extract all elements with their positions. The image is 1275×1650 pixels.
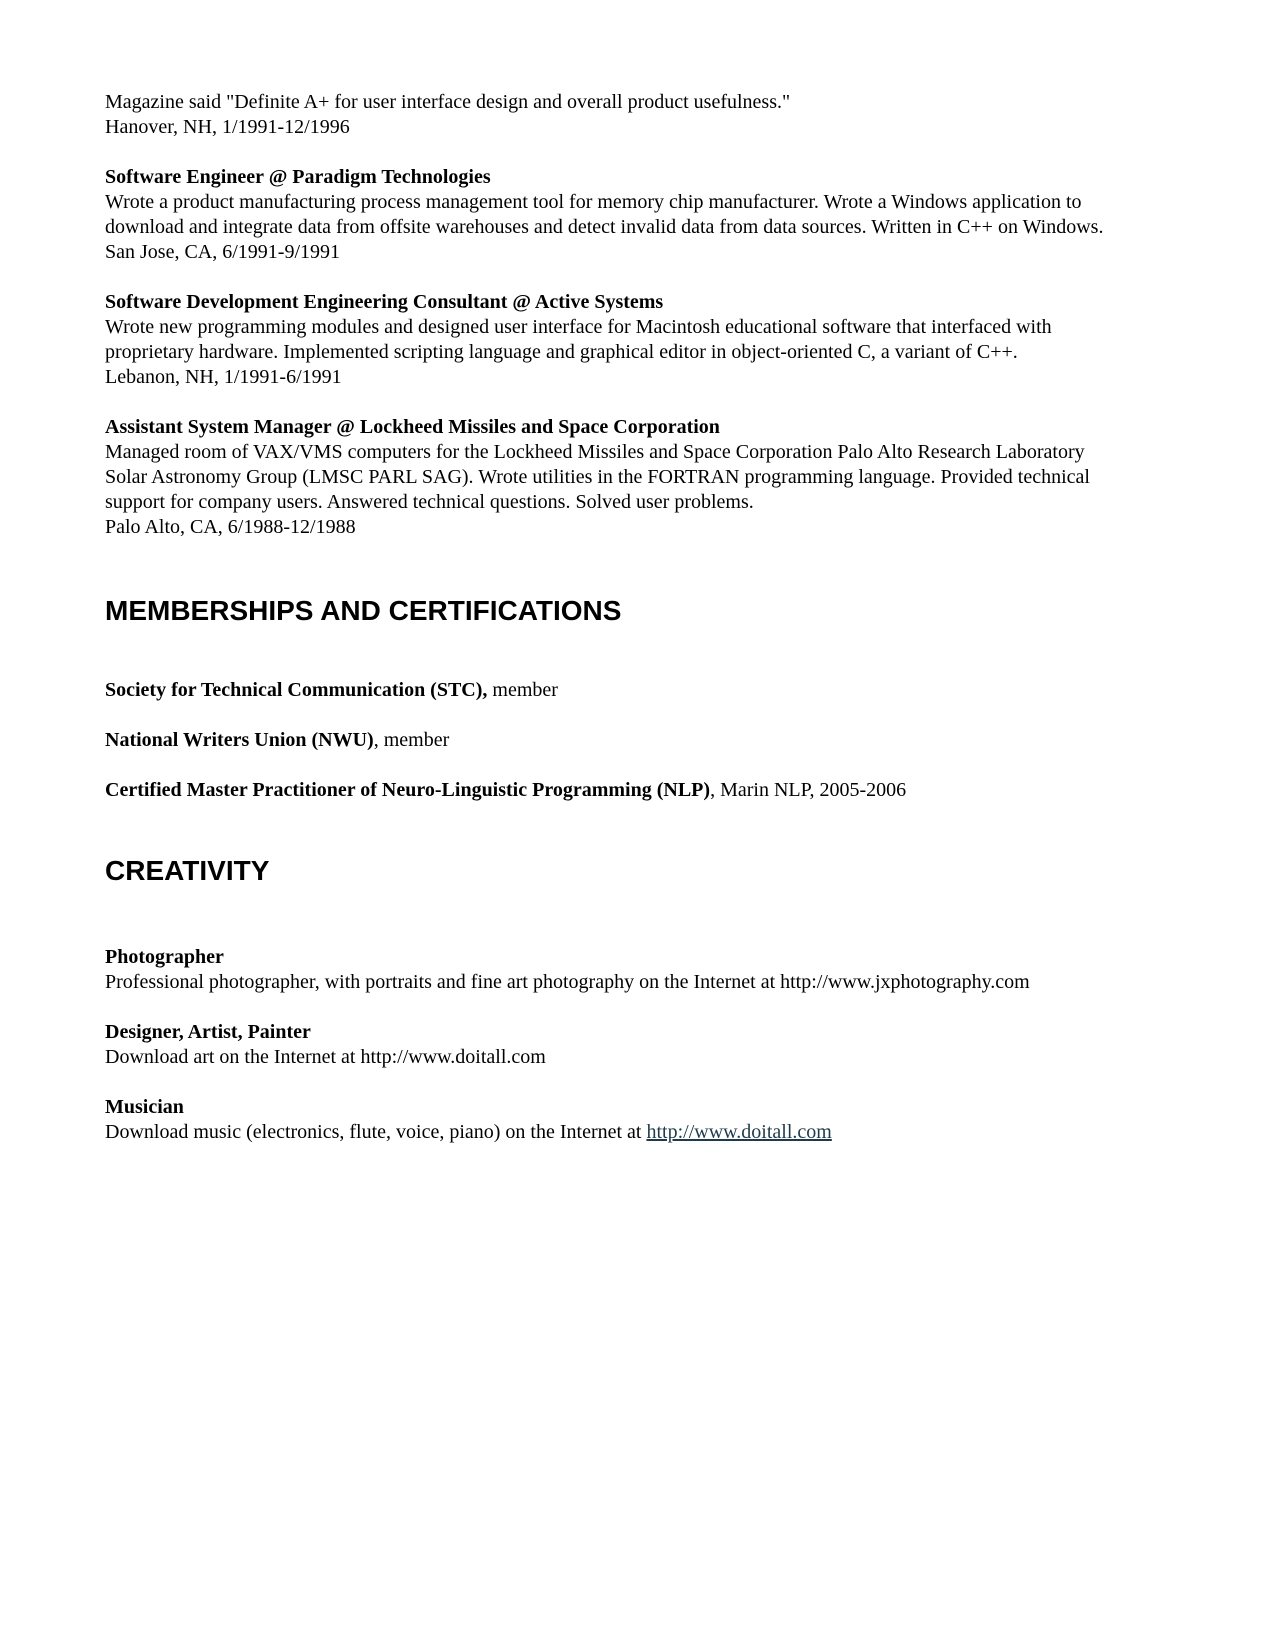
certification-item [105,778,1185,803]
location-date-line: Hanover, NH, 1/1991-12/1996 [105,116,350,138]
membership-detail: member [487,679,558,701]
job-entry-lockheed [105,415,1185,540]
job-description-line: Wrote new programming modules and designed user interface for Macintosh educational software that interfaced with [105,316,1052,338]
job-title: Software Development Engineering Consultant @ Active Systems [105,291,664,313]
creativity-item-photographer [105,945,1185,995]
job-title: Assistant System Manager @ Lockheed Missiles and Space Corporation [105,416,720,438]
memberships-list [105,678,1185,803]
page-content [105,90,1185,1145]
job-entry-paradigm [105,165,1185,265]
membership-item [105,728,1185,753]
memberships-heading: MEMBERSHIPS AND CERTIFICATIONS [105,595,622,626]
creativity-title: Photographer [105,946,224,968]
creativity-description [105,1120,1185,1145]
creativity-title: Musician [105,1096,184,1118]
membership-name: Society for Technical Communication (STC), [105,679,488,701]
creativity-description-text: Download music (electronics, flute, voice, piano) on the Internet at [105,1121,647,1143]
creativity-title: Designer, Artist, Painter [105,1021,311,1043]
job-title: Software Engineer @ Paradigm Technologies [105,166,491,188]
location-date-line: Lebanon, NH, 1/1991-6/1991 [105,366,342,388]
creativity-list [105,945,1185,1145]
job-description-line: support for company users. Answered technical questions. Solved user problems. [105,491,754,513]
certification-detail: , Marin NLP, 2005-2006 [710,779,907,801]
membership-item [105,678,1185,703]
certification-name: Certified Master Practitioner of Neuro-Linguistic Programming (NLP) [105,779,711,801]
job-description-line: Solar Astronomy Group (LMSC PARL SAG). Wrote utilities in the FORTRAN programming language. Provided technical [105,466,1090,488]
job-entry-active-systems [105,290,1185,390]
creativity-description: Professional photographer, with portraits and fine art photography on the Internet at http://www.jxphotography.com [105,971,1030,993]
experience-continued [105,90,1185,140]
location-date-line: Palo Alto, CA, 6/1988-12/1988 [105,516,356,538]
job-description-line: Managed room of VAX/VMS computers for the Lockheed Missiles and Space Corporation Palo Alto Research Laboratory [105,441,1085,463]
membership-name: National Writers Union (NWU) [105,729,374,751]
location-date-line: San Jose, CA, 6/1991-9/1991 [105,241,340,263]
doitall-link[interactable]: http://www.doitall.com [646,1121,832,1143]
job-description-line: proprietary hardware. Implemented scripting language and graphical editor in object-oriented C, a variant of C++. [105,341,1018,363]
creativity-item-designer [105,1020,1185,1070]
job-description-line: download and integrate data from offsite warehouses and detect invalid data from data sources. Written in C++ on Windows. [105,216,1104,238]
creativity-item-musician [105,1095,1185,1145]
job-description-line: Wrote a product manufacturing process management tool for memory chip manufacturer. Wrote a Windows application to [105,191,1082,213]
body-line: Magazine said "Definite A+ for user interface design and overall product usefulness." [105,91,791,113]
creativity-description: Download art on the Internet at http://www.doitall.com [105,1046,546,1068]
membership-detail: , member [373,729,450,751]
creativity-heading: CREATIVITY [105,855,270,886]
